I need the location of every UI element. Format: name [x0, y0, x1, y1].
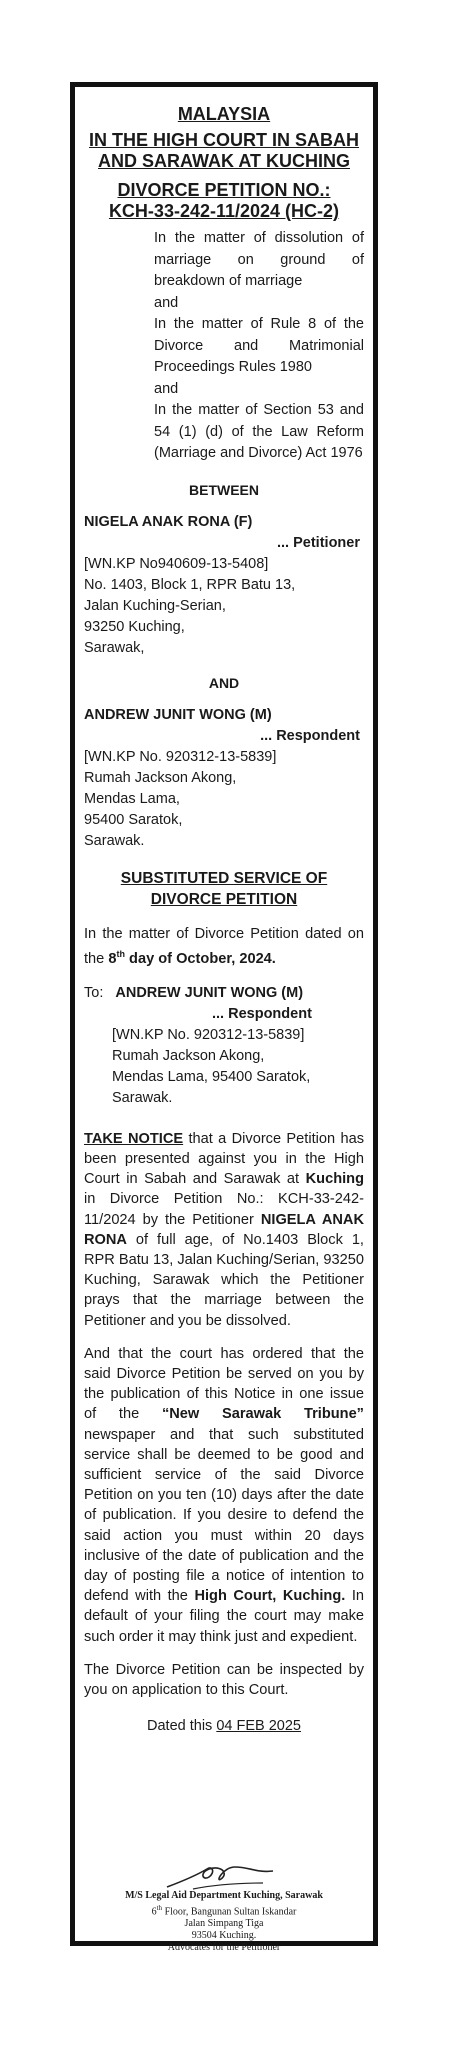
- petitioner-block: [84, 512, 364, 659]
- petition-no-label: DIVORCE PETITION NO.:: [117, 180, 331, 200]
- matter-section-53: In the matter of Section 53 and 54 (1) (d) of the Law Reform (Marriage and Divorce) Act 1976: [154, 402, 364, 461]
- respondent-address-line3: 95400 Saratok,: [84, 811, 183, 828]
- and-label: AND: [208, 674, 240, 691]
- kuching-bold: Kuching: [305, 1171, 364, 1188]
- petitioner-ic: [WN.KP No940609-13-5408]: [84, 555, 269, 572]
- petitioner-address-line2: Jalan Kuching-Serian,: [84, 597, 226, 614]
- court-heading-line1: IN THE HIGH COURT IN SABAH: [89, 130, 359, 150]
- respondent-block: [84, 705, 364, 852]
- to-address: [84, 1025, 364, 1109]
- between-label: BETWEEN: [189, 481, 259, 498]
- petitioner-name-inline: NIGELA ANAK RONA: [84, 1211, 365, 1248]
- dated-prefix: Dated this: [147, 1718, 217, 1735]
- matter-date-paragraph: [84, 924, 364, 969]
- to-address-line3: Sarawak.: [112, 1089, 173, 1106]
- to-label: To:: [84, 984, 104, 1001]
- to-block: [84, 983, 364, 1109]
- firm-floor: 6th Floor, Bangunan Sultan Iskandar: [151, 1904, 297, 1918]
- firm-city: 93504 Kuching.: [191, 1930, 257, 1942]
- respondent-address-line2: Mendas Lama,: [84, 790, 180, 807]
- to-role: ... Respondent: [212, 1005, 312, 1022]
- dated-date: 04 FEB 2025: [216, 1718, 301, 1735]
- inspection-paragraph: The Divorce Petition can be inspected by you on application to this Court.: [84, 1661, 364, 1699]
- matter-date-prefix: In the matter of Divorce Petition dated on the: [84, 925, 364, 967]
- court-heading-line2: AND SARAWAK AT KUCHING: [98, 151, 350, 171]
- to-address-line2: Mendas Lama, 95400 Saratok,: [112, 1068, 311, 1085]
- notice-body: [84, 87, 364, 1734]
- matter-and-1: and: [154, 294, 179, 311]
- court-order-paragraph: And that the court has ordered that the said Divorce Petition be served on you by the publication of this Notice in one issue of the “New Sarawak Tribune” newspaper and that such substituted service shall be deemed to be good and sufficient service of the said Divorce Petition on you ten (10) days after the date of publication. If you desire to defend the said action you must within 20 days inclusive of the date of publication and the day of posting file a notice of intention to defend with the High Court, Kuching. In default of your filing the court may make such order it may think just and expedient.: [84, 1345, 365, 1645]
- petitioner-address-line4: Sarawak,: [84, 639, 145, 656]
- respondent-role: ... Respondent: [260, 727, 360, 744]
- signature-block: [75, 1889, 373, 1954]
- petitioner-address-line1: No. 1403, Block 1, RPR Batu 13,: [84, 576, 296, 593]
- matter-date-day: 8th day of October, 2024.: [108, 948, 276, 967]
- newspaper-name: “New Sarawak Tribune”: [161, 1406, 364, 1423]
- respondent-address-line4: Sarawak.: [84, 832, 145, 849]
- service-title-line2: DIVORCE PETITION: [150, 890, 298, 908]
- respondent-address-line1: Rumah Jackson Akong,: [84, 769, 237, 786]
- petitioner-address-line3: 93250 Kuching,: [84, 618, 185, 635]
- legal-notice-frame: [70, 82, 378, 1954]
- respondent-name: ANDREW JUNIT WONG (M): [84, 706, 272, 723]
- to-ic: [WN.KP No. 920312-13-5839]: [112, 1026, 305, 1043]
- firm-street: Jalan Simpang Tiga: [184, 1918, 264, 1930]
- petitioner-role: ... Petitioner: [277, 534, 360, 551]
- matter-dissolution: In the matter of dissolution of marriage on ground of breakdown of marriage: [154, 230, 364, 289]
- matter-block: [154, 228, 364, 465]
- country-heading: MALAYSIA: [177, 104, 271, 124]
- respondent-ic: [WN.KP No. 920312-13-5839]: [84, 748, 277, 765]
- to-name: ANDREW JUNIT WONG (M): [115, 984, 304, 1001]
- take-notice-label: TAKE NOTICE: [84, 1130, 184, 1147]
- petition-no-value: KCH-33-242-11/2024 (HC-2): [108, 201, 340, 221]
- petitioner-name: NIGELA ANAK RONA (F): [84, 513, 253, 530]
- service-title-line1: SUBSTITUTED SERVICE OF: [120, 869, 328, 887]
- to-line: [84, 983, 364, 1004]
- take-notice-paragraph: TAKE NOTICE that a Divorce Petition has been presented against you in the High Court in Sabah and Sarawak at Kuching in Divorce Petition No.: KCH-33-242-11/2024 by the Petitioner NIGELA ANAK RONA of full age, of No.1403 Block 1, RPR Batu 13, Jalan Kuching/Serian, 93250 Kuching, Sarawak which the Petitioner prays that the marriage between the Petitioner and you be dissolved.: [84, 1130, 365, 1329]
- matter-rule-8: In the matter of Rule 8 of the Divorce and Matrimonial Proceedings Rules 1980: [154, 316, 364, 375]
- firm-role: Advocates for the Petitioner: [167, 1942, 281, 1954]
- to-address-line1: Rumah Jackson Akong,: [112, 1047, 265, 1064]
- firm-name: M/S Legal Aid Department Kuching, Sarawak: [125, 1890, 323, 1901]
- court-name-inline: High Court, Kuching.: [194, 1588, 346, 1605]
- matter-and-2: and: [154, 380, 179, 397]
- dated-line: [84, 1718, 364, 1734]
